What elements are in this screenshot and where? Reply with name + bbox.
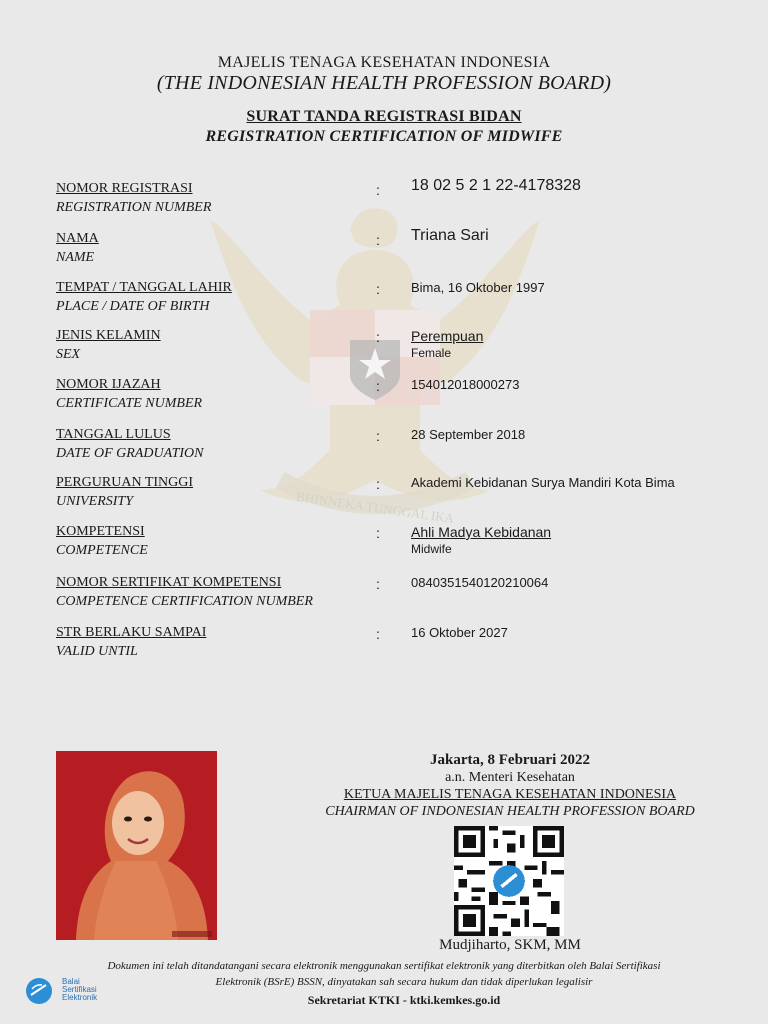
field-colon: :: [376, 329, 380, 345]
qr-code: [454, 826, 564, 936]
field-colon: :: [376, 626, 380, 642]
field-label: STR BERLAKU SAMPAI: [56, 625, 207, 640]
field-colon: :: [376, 428, 380, 444]
field-label-english: REGISTRATION NUMBER: [56, 200, 212, 215]
field-label: NOMOR IJAZAH: [56, 377, 161, 392]
secretariat-footer: Sekretariat KTKI - ktki.kemkes.go.id: [307, 993, 501, 1007]
field-value: 0840351540120210064: [411, 575, 549, 590]
field-colon: :: [376, 476, 380, 492]
field-label: TANGGAL LULUS: [56, 427, 171, 442]
signer-role-english: CHAIRMAN OF INDONESIAN HEALTH PROFESSION BOARD: [325, 804, 695, 819]
field-label-english: UNIVERSITY: [56, 494, 133, 509]
field-value: Triana Sari: [411, 227, 489, 244]
certificate-title-english: REGISTRATION CERTIFICATION OF MIDWIFE: [205, 128, 563, 145]
signing-place-date: Jakarta, 8 Februari 2022: [430, 752, 590, 768]
certificate-title: SURAT TANDA REGISTRASI BIDAN: [246, 108, 522, 125]
holder-photo: [56, 751, 217, 940]
field-label-english: SEX: [56, 347, 81, 362]
field-sex: [56, 328, 746, 372]
field-label: KOMPETENSI: [56, 524, 145, 539]
field-value: Ahli Madya Kebidanan: [411, 524, 552, 540]
field-label-english: DATE OF GRADUATION: [56, 446, 204, 461]
field-value: 154012018000273: [411, 377, 520, 392]
signer-role: KETUA MAJELIS TENAGA KESEHATAN INDONESIA: [343, 787, 677, 802]
field-colon: :: [376, 232, 380, 248]
field-label: PERGURUAN TINGGI: [56, 475, 194, 490]
field-label-english: NAME: [56, 250, 95, 265]
field-value: 28 September 2018: [411, 427, 526, 442]
logo-text-line: Sertifikasi: [62, 985, 97, 994]
field-colon: :: [376, 576, 380, 592]
on-behalf-of: a.n. Menteri Kesehatan: [445, 770, 575, 785]
field-valid-until: [56, 625, 746, 669]
field-colon: :: [376, 182, 380, 198]
field-certificate-number: [56, 377, 746, 421]
field-label-english: COMPETENCE CERTIFICATION NUMBER: [56, 594, 313, 609]
field-colon: :: [376, 378, 380, 394]
board-name: MAJELIS TENAGA KESEHATAN INDONESIA: [217, 54, 551, 71]
field-date-of-graduation: [56, 427, 746, 471]
field-label: NOMOR SERTIFIKAT KOMPETENSI: [56, 575, 282, 590]
field-value: Akademi Kebidanan Surya Mandiri Kota Bima: [411, 475, 675, 490]
field-value: Perempuan: [411, 328, 484, 344]
portrait-image: [56, 751, 217, 940]
field-competence-certification-number: [56, 575, 746, 619]
field-colon: :: [376, 525, 380, 541]
field-competence: [56, 524, 746, 568]
field-name: [56, 227, 746, 275]
field-label-english: COMPETENCE: [56, 543, 148, 558]
field-value: 18 02 5 2 1 22-4178328: [411, 177, 581, 194]
field-label: NOMOR REGISTRASI: [56, 181, 193, 196]
logo-text-line: Balai: [62, 977, 80, 986]
field-label-english: PLACE / DATE OF BIRTH: [56, 299, 210, 314]
field-label-english: VALID UNTIL: [56, 644, 138, 659]
field-value: 16 Oktober 2027: [411, 625, 508, 640]
electronic-signature-note: Dokumen ini telah ditandatangani secara elektronik menggunakan sertifikat elektronik yang diterbitkan oleh Balai Sertifikasi: [107, 960, 661, 972]
field-value: Bima, 16 Oktober 1997: [411, 280, 545, 295]
field-value-english: Midwife: [411, 542, 452, 556]
field-colon: :: [376, 281, 380, 297]
field-label-english: CERTIFICATE NUMBER: [56, 396, 203, 411]
board-name-english: (THE INDONESIAN HEALTH PROFESSION BOARD): [156, 72, 612, 94]
logo-text-line: Elektronik: [62, 993, 98, 1002]
field-label: TEMPAT / TANGGAL LAHIR: [56, 280, 232, 295]
field-label: NAMA: [56, 231, 99, 246]
bsre-logo-text: [62, 978, 97, 1002]
field-place-date-of-birth: [56, 280, 746, 324]
electronic-signature-note-2: Elektronik (BSrE) BSSN, dinyatakan sah secara hukum dan tidak diperlukan legalisir: [215, 976, 593, 988]
signer-name: Mudjiharto, SKM, MM: [439, 937, 581, 953]
watermark-motto: BHINNEKA TUNGGAL IKA: [295, 489, 456, 527]
field-registration-number: [56, 177, 746, 225]
field-label: JENIS KELAMIN: [56, 328, 161, 343]
field-university: [56, 475, 746, 519]
field-value-english: Female: [411, 346, 452, 360]
